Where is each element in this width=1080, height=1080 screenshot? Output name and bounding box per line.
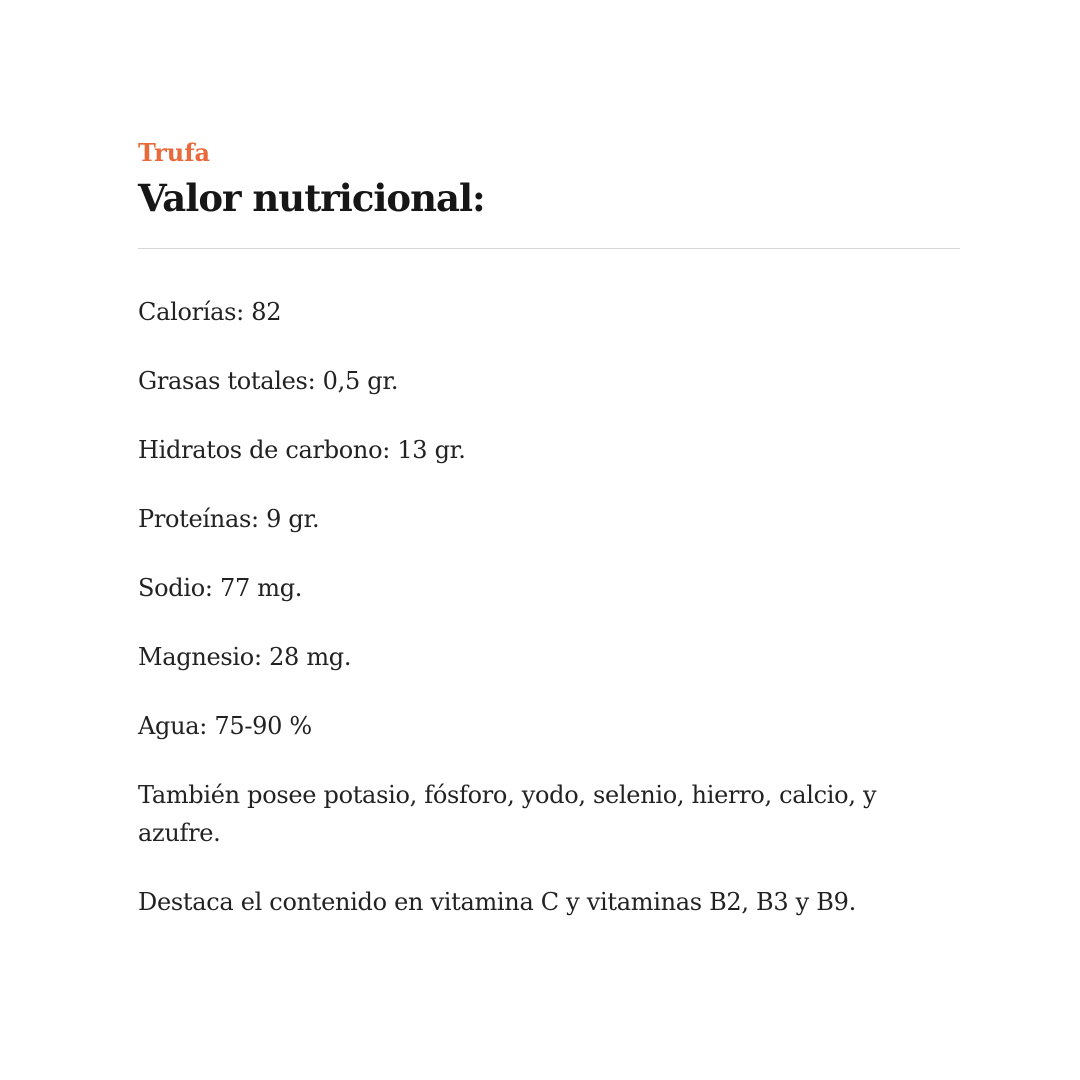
fact-total-fat: Grasas totales: 0,5 gr.: [138, 367, 399, 395]
nutrition-card: [138, 136, 960, 952]
nutrition-facts-list: [138, 293, 960, 745]
title-divider: [138, 248, 960, 249]
fact-calories: Calorías: 82: [138, 298, 282, 326]
fact-sodium: Sodio: 77 mg.: [138, 574, 303, 602]
fact-water: Agua: 75-90 %: [138, 712, 312, 740]
category-kicker: Trufa: [138, 138, 211, 167]
fact-carbohydrates: Hidratos de carbono: 13 gr.: [138, 436, 466, 464]
page-title: Valor nutricional:: [138, 176, 485, 220]
fact-proteins: Proteínas: 9 gr.: [138, 505, 320, 533]
vitamins-paragraph: Destaca el contenido en vitamina C y vitaminas B2, B3 y B9.: [138, 888, 856, 916]
fact-magnesium: Magnesio: 28 mg.: [138, 643, 352, 671]
minerals-paragraph: También posee potasio, fósforo, yodo, selenio, hierro, calcio, y azufre.: [138, 781, 877, 847]
